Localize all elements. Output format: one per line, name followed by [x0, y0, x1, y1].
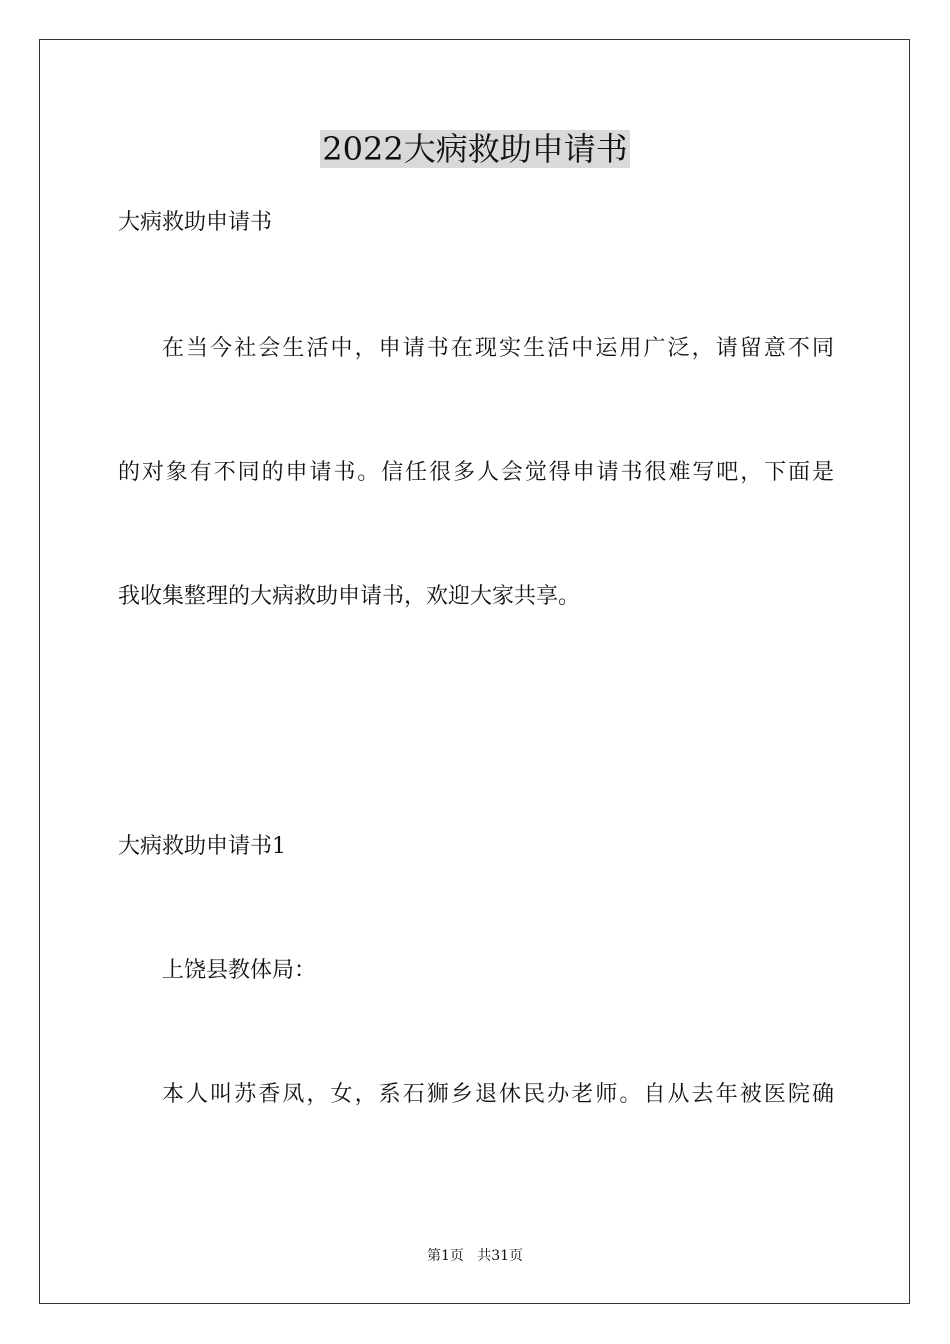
intro-line-3: 我收集整理的大病救助申请书，欢迎大家共享。: [118, 584, 581, 609]
page-footer: 第1页 共31页: [426, 1248, 524, 1264]
salutation: 上饶县教体局：: [162, 958, 317, 983]
section-heading: 大病救助申请书1: [118, 834, 286, 859]
intro-line-2: 的对象有不同的申请书。信任很多人会觉得申请书很难写吧，下面是: [118, 460, 834, 485]
document-title-text: 2022大病救助申请书: [322, 130, 628, 168]
document-title: [0, 124, 950, 174]
document-subtitle: 大病救助申请书: [118, 210, 273, 235]
body-line-1: 本人叫苏香凤，女，系石狮乡退休民办老师。自从去年被医院确: [162, 1082, 834, 1107]
intro-line-1: 在当今社会生活中，申请书在现实生活中运用广泛，请留意不同: [162, 336, 834, 361]
